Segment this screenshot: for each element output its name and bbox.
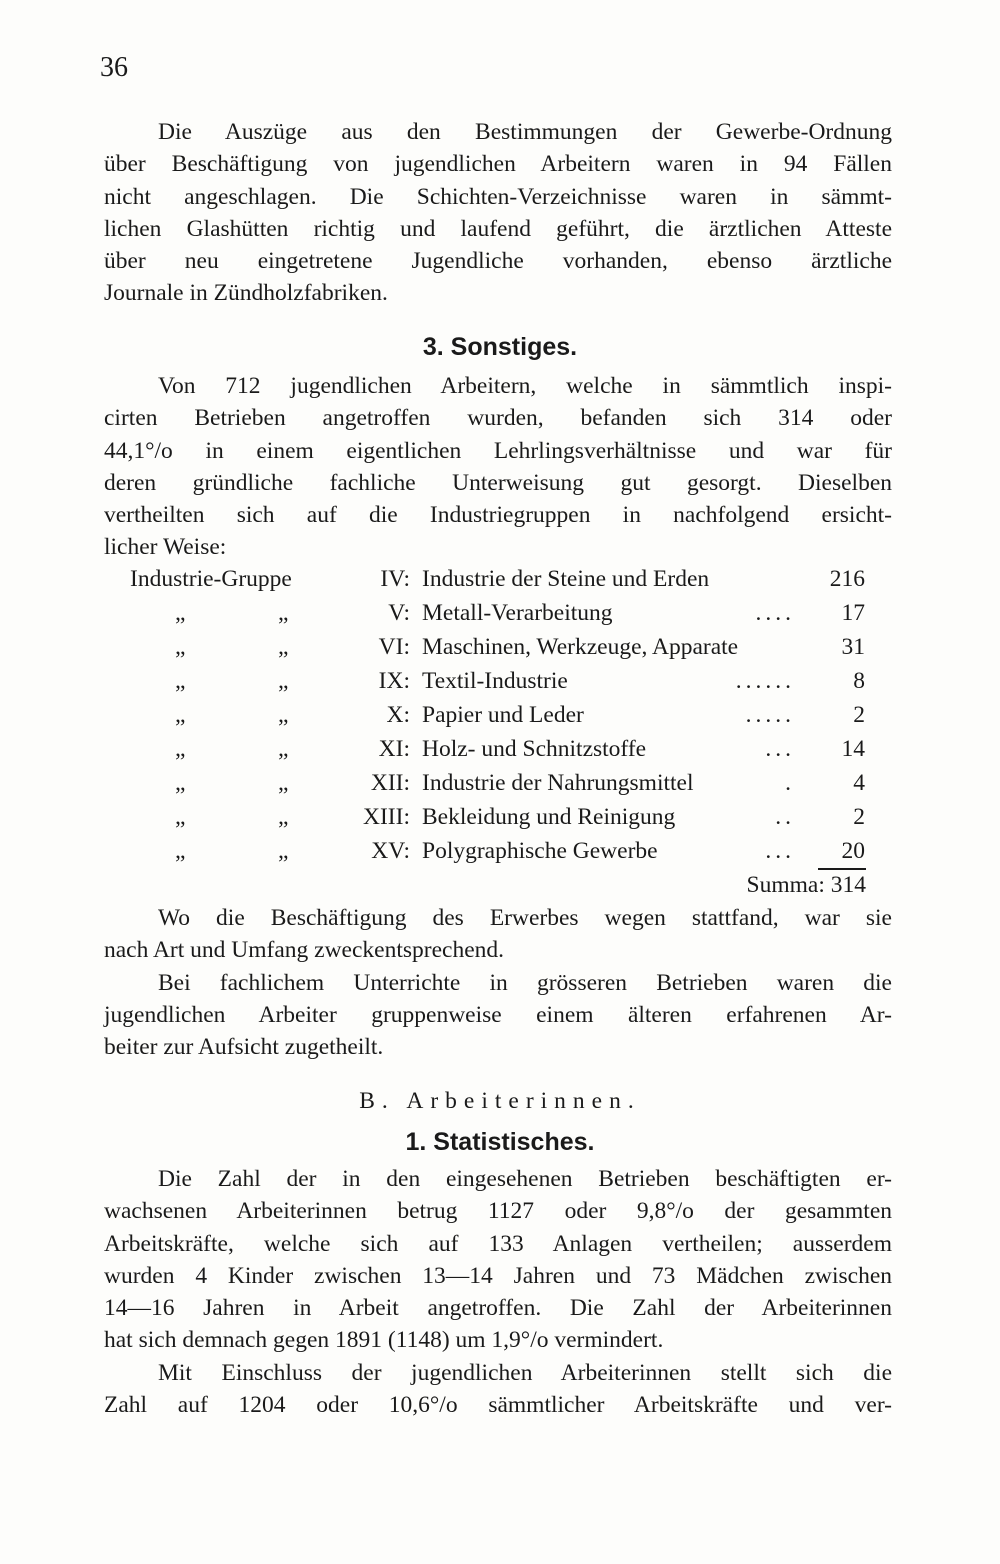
group-name: Papier und Leder bbox=[422, 702, 584, 728]
text-line: vertheilten sich auf die Industriegruppen in nachfolgend ersicht- bbox=[104, 502, 892, 529]
text-line: wachsenen Arbeiterinnen betrug 1127 oder 9,8°/o der gesammten bbox=[104, 1198, 892, 1225]
sum-value: 314 bbox=[830, 872, 866, 898]
group-name: Metall-Verarbeitung bbox=[422, 600, 613, 626]
text-line: nach Art und Umfang zweckentsprechend. bbox=[104, 937, 505, 964]
table-row bbox=[130, 770, 870, 802]
text-line: nicht angeschlagen. Die Schichten-Verzeichnisse waren in sämmt- bbox=[104, 183, 892, 210]
text-line: Zahl auf 1204 oder 10,6°/o sämmtlicher Arbeitskräfte und ver- bbox=[104, 1392, 892, 1419]
group-count: 216 bbox=[829, 566, 865, 592]
ditto-mark: „ bbox=[278, 838, 289, 864]
ditto-mark: „ bbox=[278, 702, 289, 728]
group-name: Industrie der Nahrungsmittel bbox=[422, 770, 694, 796]
sum-row bbox=[600, 872, 866, 899]
table-row bbox=[130, 566, 870, 598]
text-line: lichen Glashütten richtig und laufend geführt, die ärztlichen Atteste bbox=[104, 215, 892, 242]
table-row bbox=[130, 634, 870, 666]
text-line: Die Zahl der in den eingesehenen Betrieben beschäftigten er- bbox=[158, 1166, 892, 1192]
group-name: Bekleidung und Reinigung bbox=[422, 804, 676, 830]
text-line: Von 712 jugendlichen Arbeitern, welche in sämmtlich inspi- bbox=[158, 373, 892, 399]
ditto-mark: „ bbox=[278, 736, 289, 762]
table-row bbox=[130, 804, 870, 836]
group-number: V: bbox=[388, 600, 410, 626]
ditto-mark: „ bbox=[278, 804, 289, 830]
sum-label: Summa: bbox=[746, 872, 825, 898]
leader-dots: ..... bbox=[745, 702, 795, 728]
leader-dots: .. bbox=[775, 804, 795, 830]
paragraph-apprentices bbox=[104, 370, 892, 564]
group-number: XII: bbox=[370, 770, 410, 796]
group-number: XI: bbox=[378, 736, 410, 762]
group-name: Textil-Industrie bbox=[422, 668, 568, 694]
ditto-mark: „ bbox=[278, 770, 289, 796]
ditto-mark: „ bbox=[175, 838, 186, 864]
ditto-mark: „ bbox=[278, 600, 289, 626]
group-count: 20 bbox=[841, 838, 865, 864]
text-line: hat sich demnach gegen 1891 (1148) um 1,9°/o vermindert. bbox=[104, 1327, 664, 1354]
leader-dots: .... bbox=[755, 600, 795, 626]
group-number: IV: bbox=[380, 566, 410, 592]
group-count: 14 bbox=[841, 736, 865, 762]
group-number: VI: bbox=[378, 634, 410, 660]
leader-dots: ... bbox=[765, 736, 795, 762]
text-line: Arbeitskräfte, welche sich auf 133 Anlagen vertheilen; ausserdem bbox=[104, 1230, 892, 1257]
text-line: 44,1°/o in einem eigentlichen Lehrlingsverhältnisse und war für bbox=[104, 437, 892, 464]
group-name: Polygraphische Gewerbe bbox=[422, 838, 658, 864]
text-line: licher Weise: bbox=[104, 534, 227, 561]
ditto-mark: „ bbox=[175, 702, 186, 728]
ditto-mark: „ bbox=[175, 770, 186, 796]
group-name: Industrie der Steine und Erden bbox=[422, 566, 710, 592]
text-line: cirten Betrieben angetroffen wurden, befanden sich 314 oder bbox=[104, 405, 892, 432]
ditto-mark: „ bbox=[278, 634, 289, 660]
group-count: 17 bbox=[841, 600, 865, 626]
text-line: Die Auszüge aus den Bestimmungen der Gewerbe-Ordnung bbox=[158, 119, 892, 145]
paragraph-regulations bbox=[104, 116, 892, 310]
group-name: Maschinen, Werkzeuge, Apparate bbox=[422, 634, 739, 660]
group-count: 8 bbox=[853, 668, 865, 694]
text-line: wurden 4 Kinder zwischen 13—14 Jahren und 73 Mädchen zwischen bbox=[104, 1262, 892, 1289]
sum-rule bbox=[818, 868, 866, 870]
ditto-mark: „ bbox=[278, 668, 289, 694]
group-number: X: bbox=[386, 702, 410, 728]
ditto-mark: „ bbox=[175, 804, 186, 830]
group-count: 2 bbox=[853, 702, 865, 728]
table-row bbox=[130, 838, 870, 870]
ditto-mark: „ bbox=[175, 736, 186, 762]
ditto-mark: „ bbox=[175, 600, 186, 626]
text-line: 14—16 Jahren in Arbeit angetroffen. Die Zahl der Arbeiterinnen bbox=[104, 1295, 892, 1322]
ditto-mark: „ bbox=[175, 634, 186, 660]
group-count: 31 bbox=[841, 634, 865, 660]
leader-dots: . bbox=[785, 770, 795, 796]
group-count: 4 bbox=[853, 770, 865, 796]
text-line: Wo die Beschäftigung des Erwerbes wegen stattfand, war sie bbox=[158, 905, 892, 931]
table-row bbox=[130, 702, 870, 734]
text-line: jugendlichen Arbeiter gruppenweise einem älteren erfahrenen Ar- bbox=[104, 1001, 892, 1028]
group-count: 2 bbox=[853, 804, 865, 830]
ditto-mark: „ bbox=[175, 668, 186, 694]
text-line: Bei fachlichem Unterrichte in grösseren Betrieben waren die bbox=[158, 969, 892, 996]
text-line: deren gründliche fachliche Unterweisung gut gesorgt. Dieselben bbox=[104, 469, 892, 496]
section-heading-statistisches: 1. Statistisches. bbox=[405, 1128, 595, 1156]
leader-dots: ... bbox=[765, 838, 795, 864]
text-line: Journale in Zündholzfabriken. bbox=[104, 280, 388, 307]
group-label: Industrie-Gruppe bbox=[130, 566, 292, 592]
text-line: beiter zur Aufsicht zugetheilt. bbox=[104, 1034, 384, 1061]
group-number: XV: bbox=[371, 838, 410, 864]
group-number: XIII: bbox=[363, 804, 410, 830]
group-number: IX: bbox=[378, 668, 410, 694]
text-line: Mit Einschluss der jugendlichen Arbeiterinnen stellt sich die bbox=[158, 1359, 892, 1386]
table-row bbox=[130, 600, 870, 632]
section-heading-sonstiges: 3. Sonstiges. bbox=[422, 333, 578, 361]
leader-dots: ...... bbox=[735, 668, 795, 694]
page-number: 36 bbox=[100, 52, 128, 83]
paragraph-employment bbox=[104, 902, 892, 1063]
table-row bbox=[130, 668, 870, 700]
text-line: über neu eingetretene Jugendliche vorhanden, ebenso ärztliche bbox=[104, 248, 892, 275]
group-name: Holz- und Schnitzstoffe bbox=[422, 736, 647, 762]
paragraph-statistics bbox=[104, 1163, 892, 1421]
section-heading-arbeiterinnen: B. Arbeiterinnen. bbox=[359, 1088, 641, 1114]
text-line: über Beschäftigung von jugendlichen Arbeitern waren in 94 Fällen bbox=[104, 151, 892, 178]
table-row bbox=[130, 736, 870, 768]
